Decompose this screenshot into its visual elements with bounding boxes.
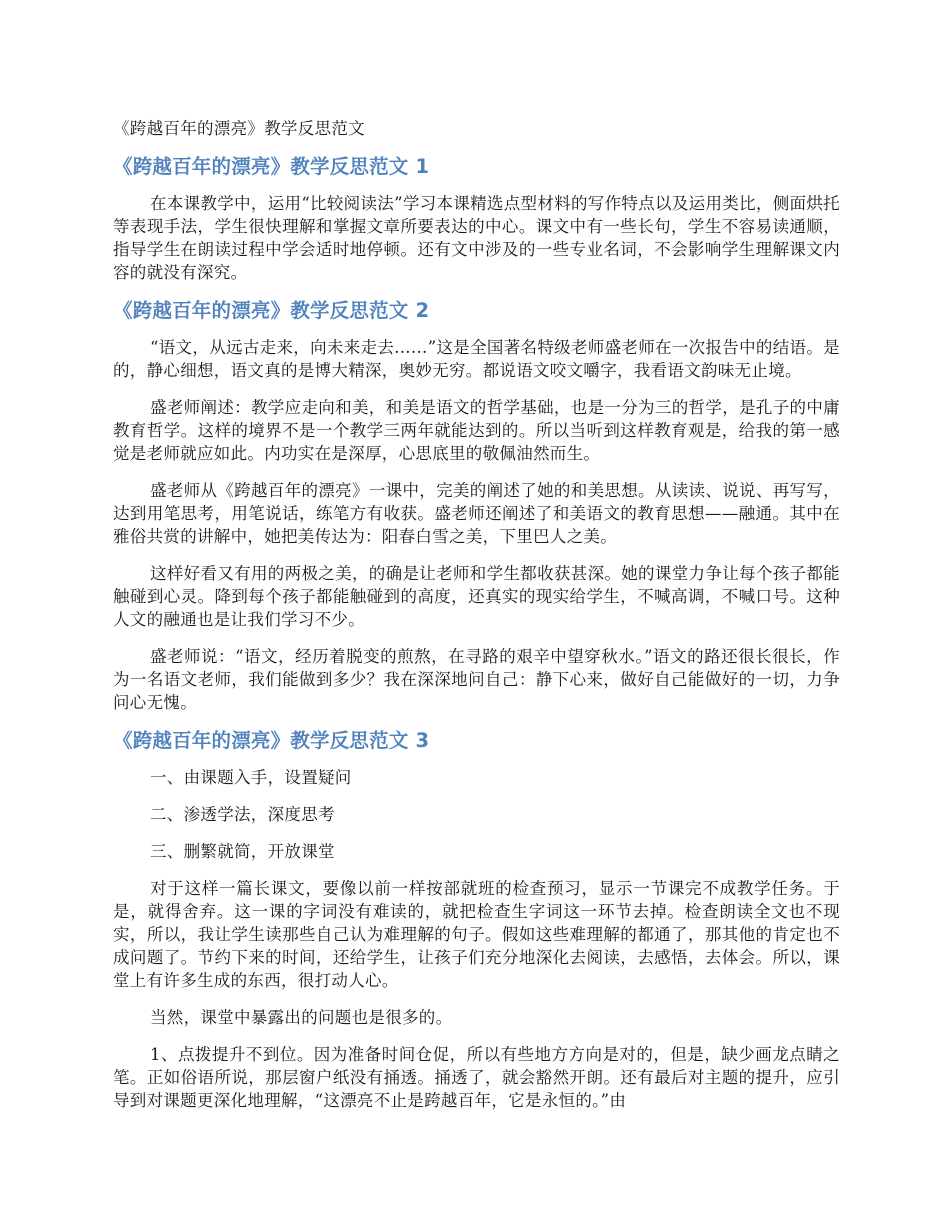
- section-3: [113, 728, 840, 1112]
- paragraph: 盛老师说：“语文，经历着脱变的煎熬，在寻路的艰辛中望穿秋水。”语文的路还很长很长，作为一名语文老师，我们能做到多少？我在深深地问自己：静下心来，做好自己能做好的一切，力争问心无愧。: [113, 647, 840, 712]
- paragraph: 盛老师阐述：教学应走向和美，和美是语文的哲学基础，也是一分为三的哲学，是孔子的中庸教育哲学。这样的境界不是一个教学三两年就能达到的。所以当听到这样教育观是，给我的第一感觉是老师就应如此。内功实在是深厚，心思底里的敬佩油然而生。: [113, 398, 840, 463]
- section-heading-3: 《跨越百年的漂亮》教学反思范文 3: [113, 729, 430, 752]
- paragraph: “语文，从远古走来，向未来走去……”这是全国著名特级老师盛老师在一次报告中的结语。是的，静心细想，语文真的是博大精深，奥妙无穷。都说语文咬文嚼字，我看语文韵味无止境。: [113, 338, 840, 380]
- list-item: 一、由课题入手，设置疑问: [150, 768, 352, 787]
- paragraph: 对于这样一篇长课文，要像以前一样按部就班的检查预习，显示一节课完不成教学任务。于是，就得舍弃。这一课的字词没有难读的，就把检查生字词这一环节去掉。检查朗读全文也不现实，所以，我让学生读那些自己认为难理解的句子。假如这些难理解的都通了，那其他的肯定也不成问题了。节约下来的时间，还给学生，让孩子们充分地深化去阅读，去感悟，去体会。所以，课堂上有许多生成的东西，很打动人心。: [113, 879, 840, 990]
- section-heading-2: 《跨越百年的漂亮》教学反思范文 2: [113, 299, 430, 322]
- list-item: 二、渗透学法，深度思考: [150, 805, 335, 824]
- list-item: 三、删繁就简，开放课堂: [150, 842, 335, 861]
- paragraph: 当然，课堂中暴露出的问题也是很多的。: [150, 1008, 453, 1027]
- document-title: 《跨越百年的漂亮》教学反思范文: [113, 119, 365, 138]
- paragraph: 在本课教学中，运用“比较阅读法”学习本课精选点型材料的写作特点以及运用类比，侧面烘托等表现手法，学生很快理解和掌握文章所要表达的中心。课文中有一些长句，学生不容易读通顺，指导学生在朗读过程中学会适时地停顿。还有文中涉及的一些专业名词，不会影响学生理解课文内容的就没有深究。: [113, 194, 840, 282]
- section-2: [113, 298, 840, 714]
- section-heading-1: 《跨越百年的漂亮》教学反思范文 1: [113, 155, 430, 178]
- paragraph: 这样好看又有用的两极之美，的确是让老师和学生都收获甚深。她的课堂力争让每个孩子都能触碰到心灵。降到每个孩子都能触碰到的高度，还真实的现实给学生，不喊高调，不喊口号。这种人文的融通也是让我们学习不少。: [113, 564, 840, 629]
- paragraph: 1、点拨提升不到位。因为准备时间仓促，所以有些地方方向是对的，但是，缺少画龙点睛之笔。正如俗语所说，那层窗户纸没有捅透。捅透了，就会豁然开朗。还有最后对主题的提升，应引导到对课题更深化地理解，“这漂亮不止是跨越百年，它是永恒的。”由: [113, 1045, 840, 1110]
- section-1: [113, 154, 840, 284]
- paragraph: 盛老师从《跨越百年的漂亮》一课中，完美的阐述了她的和美思想。从读读、说说、再写写，达到用笔思考，用笔说话，练笔方有收获。盛老师还阐述了和美语文的教育思想——融通。其中在雅俗共赏的讲解中，她把美传达为：阳春白雪之美，下里巴人之美。: [113, 481, 840, 546]
- document-page: [113, 118, 840, 1126]
